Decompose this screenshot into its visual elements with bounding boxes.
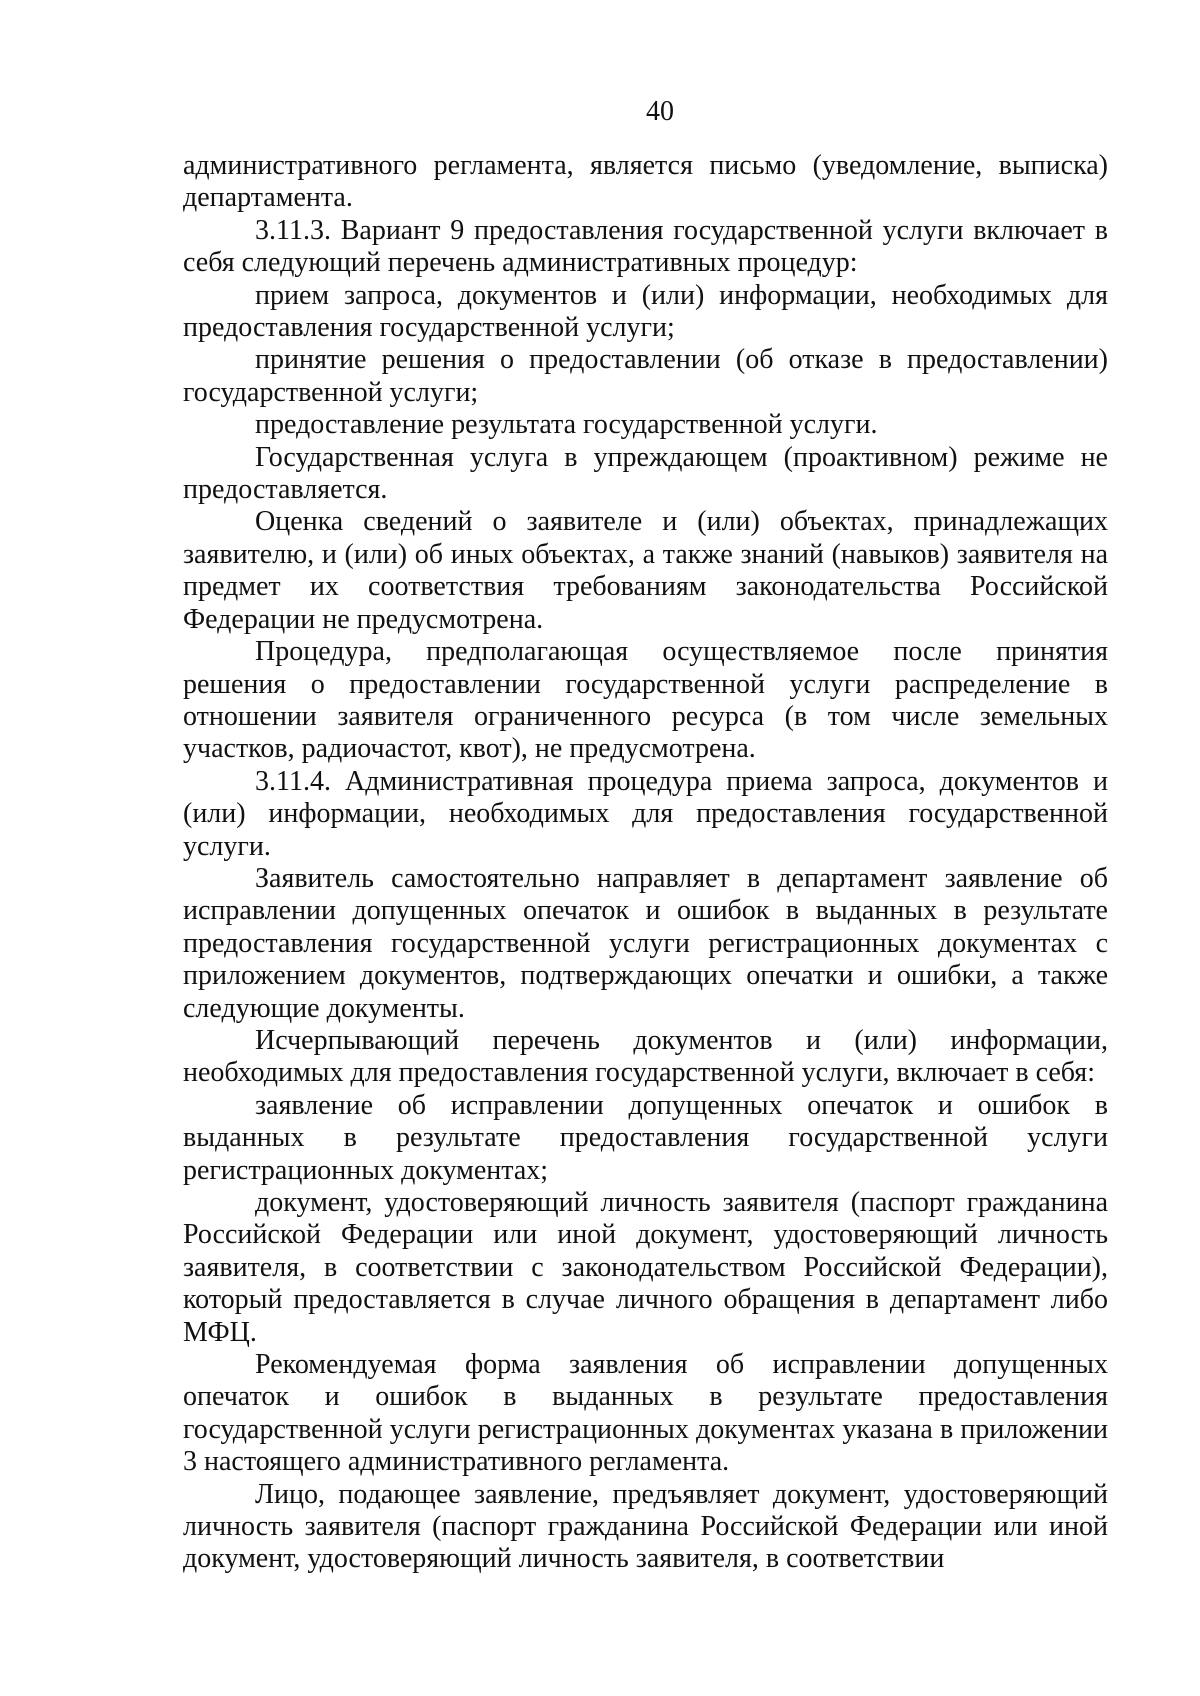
paragraph: 3.11.3. Вариант 9 предоставления государственной услуги включает в себя следующий перечень административных процедур: bbox=[183, 214, 1108, 279]
paragraph: Заявитель самостоятельно направляет в департамент заявление об исправлении допущенных опечаток и ошибок в выданных в результате предоставления государственной услуги регистрационных документах с приложением документов, подтверждающих опечатки и ошибки, а также следующие документы. bbox=[183, 862, 1108, 1024]
document-body bbox=[183, 150, 1108, 1576]
paragraph: Рекомендуемая форма заявления об исправлении допущенных опечаток и ошибок в выданных в результате предоставления государственной услуги регистрационных документах указана в приложении 3 настоящего административного регламента. bbox=[183, 1349, 1108, 1478]
paragraph: Процедура, предполагающая осуществляемое после принятия решения о предоставлении государственной услуги распределение в отношении заявителя ограниченного ресурса (в том числе земельных участков, радиочастот, квот), не предусмотрена. bbox=[183, 636, 1108, 765]
paragraph: предоставление результата государственной услуги. bbox=[255, 409, 878, 441]
paragraph: прием запроса, документов и (или) информации, необходимых для предоставления государственной услуги; bbox=[183, 279, 1108, 344]
paragraph: заявление об исправлении допущенных опечаток и ошибок в выданных в результате предоставления государственной услуги регистрационных документах; bbox=[183, 1089, 1108, 1186]
paragraph: принятие решения о предоставлении (об отказе в предоставлении) государственной услуги; bbox=[183, 344, 1108, 408]
paragraph: Лицо, подающее заявление, предъявляет документ, удостоверяющий личность заявителя (паспорт гражданина Российской Федерации или иной документ, удостоверяющий личность заявителя, в соответствии bbox=[183, 1478, 1108, 1575]
paragraph: административного регламента, является письмо (уведомление, выписка) департамента. bbox=[183, 150, 1108, 214]
paragraph: 3.11.4. Административная процедура приема запроса, документов и (или) информации, необходимых для предоставления государственной услуги. bbox=[183, 765, 1108, 862]
paragraph: Оценка сведений о заявителе и (или) объектах, принадлежащих заявителю, и (или) об иных объектах, а также знаний (навыков) заявителя на предмет их соответствия требованиям законодательства Российской Федерации не предусмотрена. bbox=[183, 506, 1108, 635]
paragraph: Государственная услуга в упреждающем (проактивном) режиме не предоставляется. bbox=[183, 441, 1108, 506]
page-number: 40 bbox=[646, 96, 674, 127]
paragraph: Исчерпывающий перечень документов и (или) информации, необходимых для предоставления государственной услуги, включает в себя: bbox=[183, 1024, 1108, 1089]
paragraph: документ, удостоверяющий личность заявителя (паспорт гражданина Российской Федерации или иной документ, удостоверяющий личность заявителя, в соответствии с законодательством Российской Федерации), который предоставляется в случае личного обращения в департамент либо МФЦ. bbox=[183, 1187, 1108, 1348]
